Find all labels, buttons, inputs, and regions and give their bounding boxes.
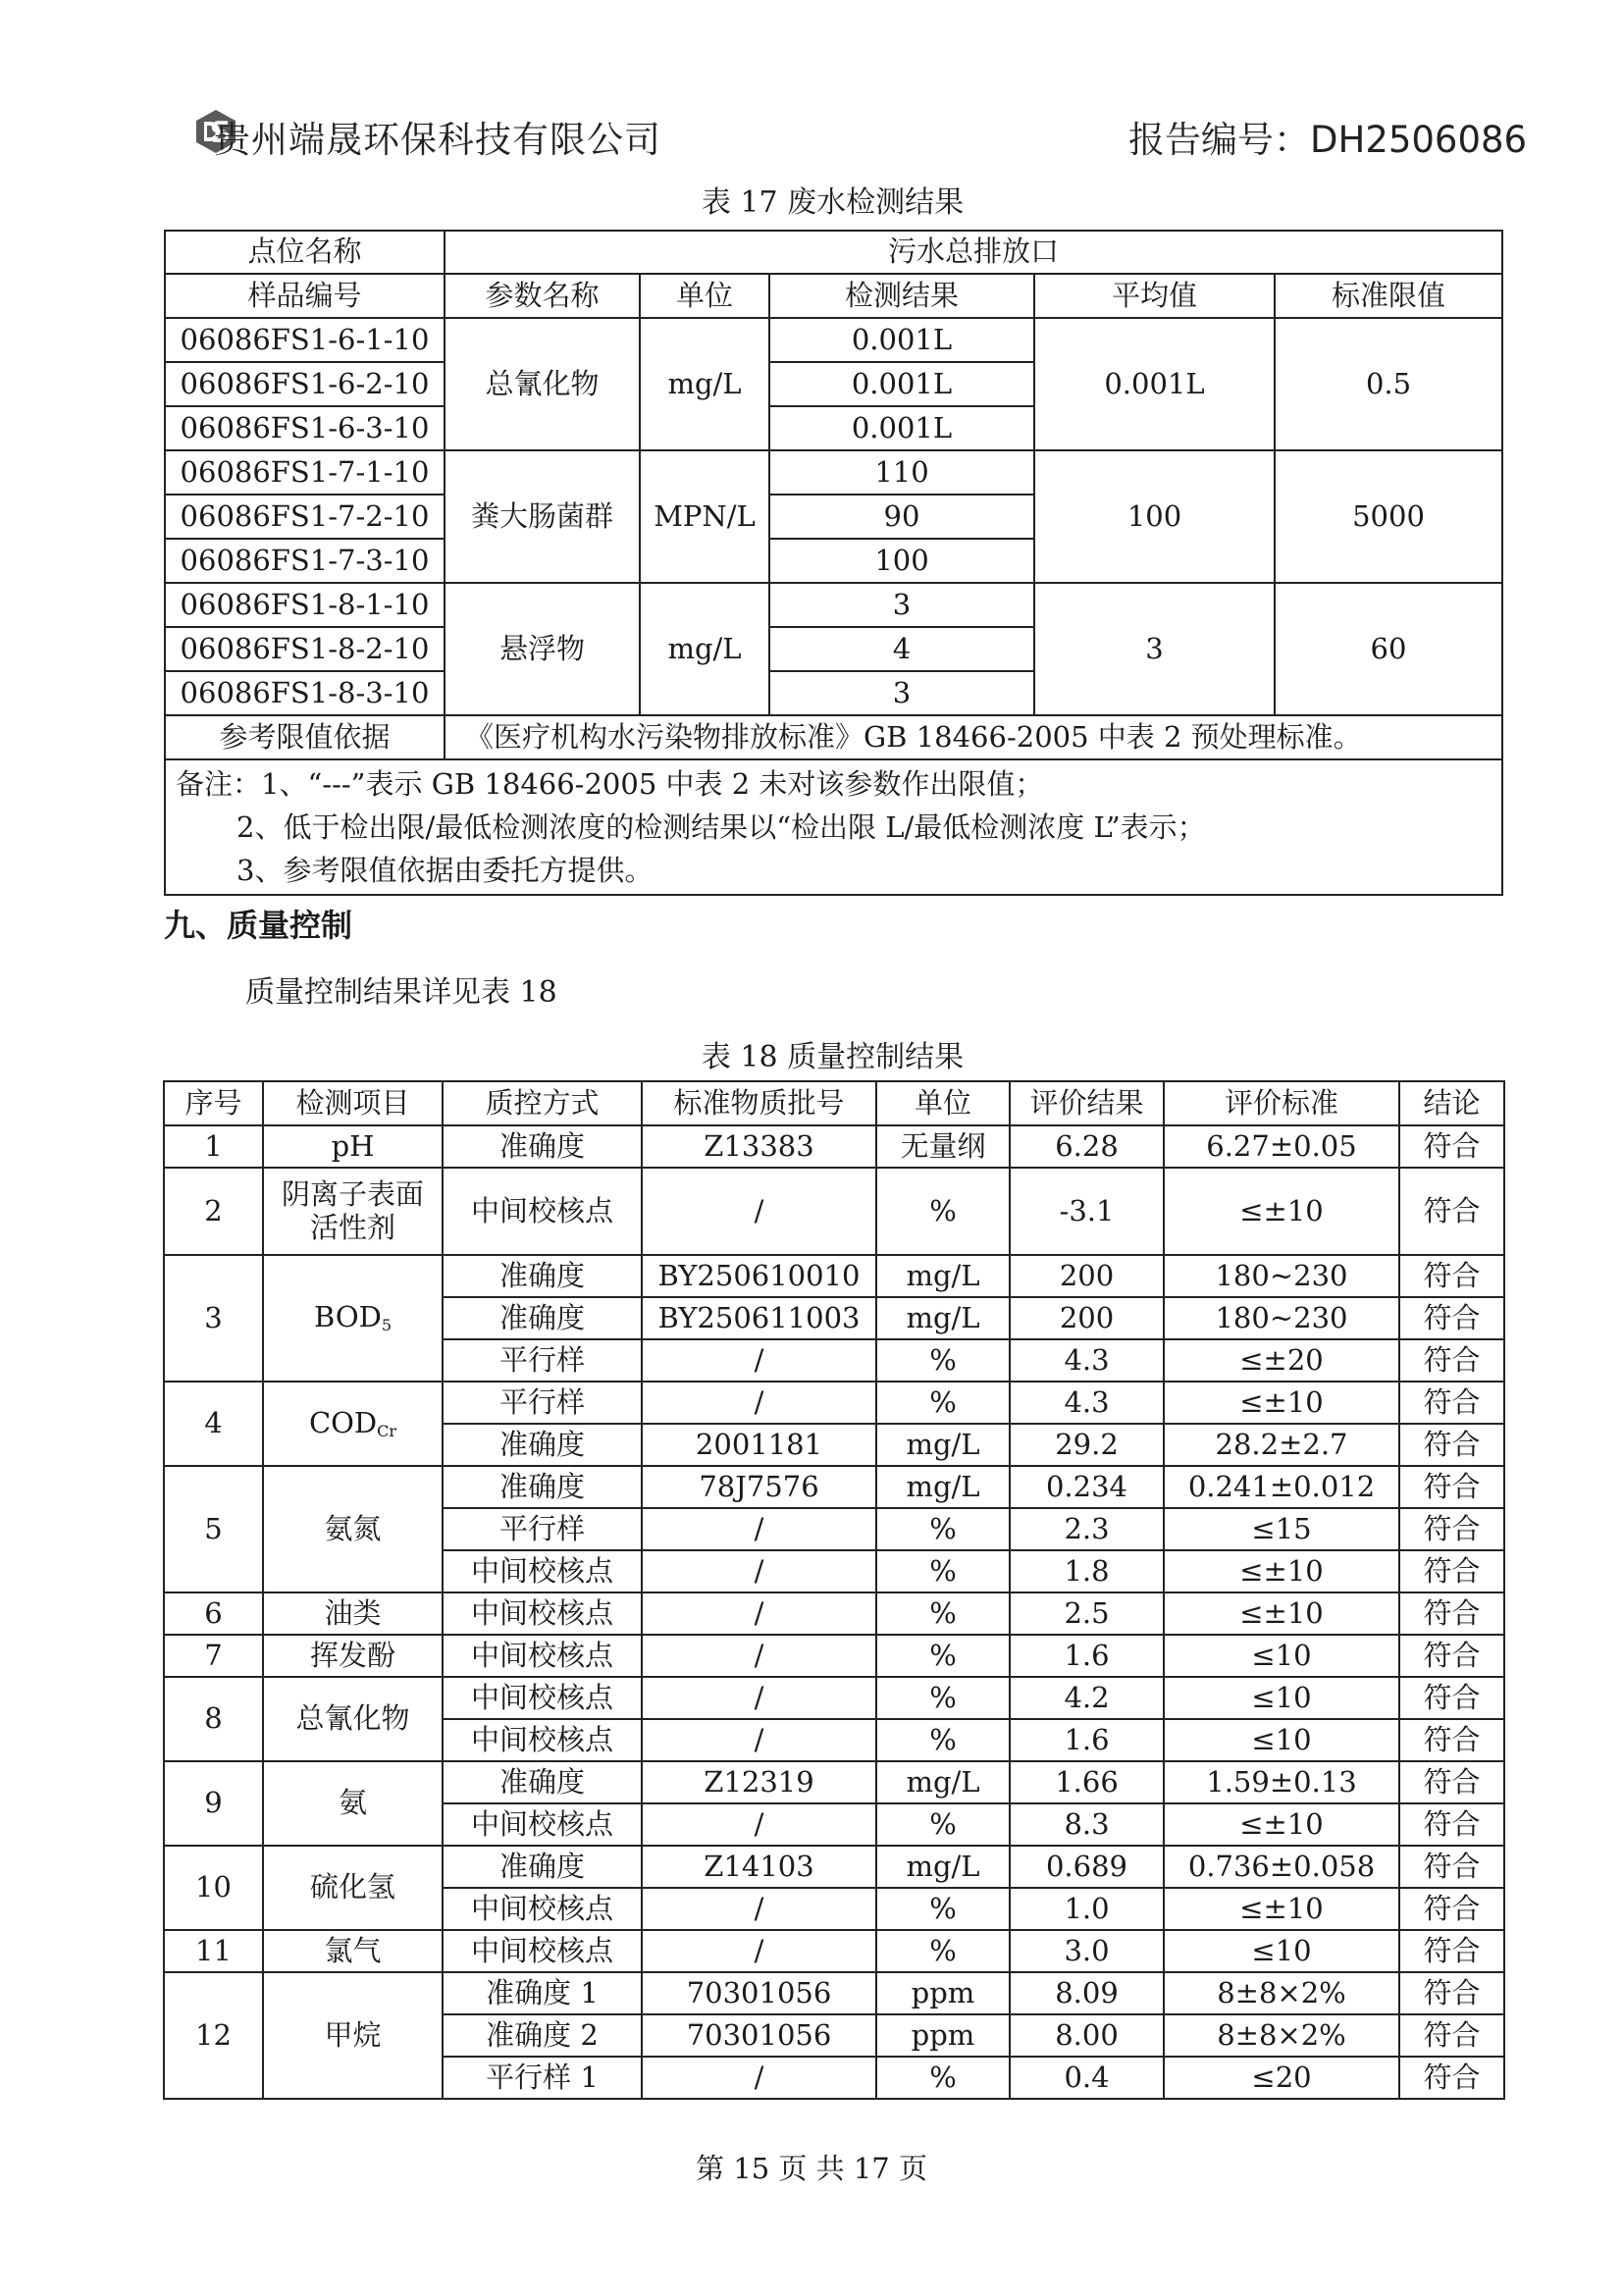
table-row [164, 1930, 1504, 1972]
eval-standard: ≤±10 [1164, 1550, 1399, 1592]
result: 3 [769, 583, 1034, 627]
eval-result: 1.66 [1010, 1761, 1164, 1803]
item-name [263, 1761, 443, 1846]
col-result: 检测结果 [769, 274, 1034, 318]
eval-standard: 180~230 [1164, 1297, 1399, 1339]
conclusion: 符合 [1399, 1382, 1504, 1424]
unit: 无量纲 [876, 1125, 1010, 1168]
eval-result: 4.3 [1010, 1382, 1164, 1424]
average: 3 [1034, 583, 1275, 715]
item-name [263, 1168, 443, 1255]
col-limit: 标准限值 [1275, 274, 1502, 318]
item-number: 7 [164, 1635, 263, 1677]
conclusion: 符合 [1399, 1803, 1504, 1846]
table-row [164, 1677, 1504, 1719]
unit: % [876, 1888, 1010, 1930]
average: 100 [1034, 450, 1275, 583]
table17-caption: 表 17 废水检测结果 [701, 185, 965, 220]
company-name: 贵州端晟环保科技有限公司 [214, 119, 661, 161]
result: 0.001L [769, 318, 1034, 362]
unit: mg/L [876, 1466, 1010, 1508]
point-name-value: 污水总排放口 [445, 231, 1502, 274]
standard-batch: / [642, 1803, 876, 1846]
item-name [263, 1255, 443, 1382]
qc-method: 中间校核点 [443, 1930, 642, 1972]
eval-result: 1.0 [1010, 1888, 1164, 1930]
param-name: 总氰化物 [445, 318, 640, 450]
standard-batch: 78J7576 [642, 1466, 876, 1508]
item-name-subscript: 5 [381, 1316, 393, 1335]
eval-result: 2.3 [1010, 1508, 1164, 1550]
col-param-name: 参数名称 [445, 274, 640, 318]
item-number: 3 [164, 1255, 263, 1382]
conclusion: 符合 [1399, 1677, 1504, 1719]
table-row [164, 1168, 1504, 1255]
standard-batch: / [642, 1382, 876, 1424]
unit: % [876, 2057, 1010, 2099]
eval-result: 1.8 [1010, 1550, 1164, 1592]
unit: % [876, 1550, 1010, 1592]
qc-method: 中间校核点 [443, 1719, 642, 1761]
conclusion: 符合 [1399, 1466, 1504, 1508]
eval-result: -3.1 [1010, 1168, 1164, 1255]
table-row [164, 1846, 1504, 1888]
unit: mg/L [640, 318, 769, 450]
param-name: 悬浮物 [445, 583, 640, 715]
wastewater-results-table [164, 230, 1503, 896]
unit: mg/L [876, 1761, 1010, 1803]
reference-value: 《医疗机构水污染物排放标准》GB 18466-2005 中表 2 预处理标准。 [445, 715, 1502, 759]
item-name [263, 1930, 443, 1972]
eval-standard: ≤10 [1164, 1677, 1399, 1719]
item-name [263, 1125, 443, 1168]
table-row [164, 1125, 1504, 1168]
eval-standard: ≤±10 [1164, 1888, 1399, 1930]
col-sample-id: 样品编号 [165, 274, 445, 318]
conclusion: 符合 [1399, 1508, 1504, 1550]
eval-standard: 28.2±2.7 [1164, 1424, 1399, 1466]
reference-label: 参考限值依据 [165, 715, 445, 759]
table-row [164, 1382, 1504, 1424]
unit: mg/L [876, 1255, 1010, 1297]
item-name-text: 阴离子表面活性剂 [281, 1177, 424, 1244]
conclusion: 符合 [1399, 1846, 1504, 1888]
qc-method: 准确度 [443, 1466, 642, 1508]
sample-id: 06086FS1-6-1-10 [165, 318, 445, 362]
qc-method: 准确度 1 [443, 1972, 642, 2014]
unit: % [876, 1168, 1010, 1255]
eval-result: 1.6 [1010, 1635, 1164, 1677]
conclusion: 符合 [1399, 1168, 1504, 1255]
eval-standard: ≤10 [1164, 1930, 1399, 1972]
unit: % [876, 1339, 1010, 1382]
qc-method: 平行样 1 [443, 2057, 642, 2099]
eval-result: 29.2 [1010, 1424, 1164, 1466]
qc-method: 中间校核点 [443, 1168, 642, 1255]
table-row [164, 1592, 1504, 1635]
item-number: 9 [164, 1761, 263, 1846]
col-unit: 单位 [640, 274, 769, 318]
result: 3 [769, 671, 1034, 715]
eval-standard: 0.241±0.012 [1164, 1466, 1399, 1508]
qc-method: 中间校核点 [443, 1803, 642, 1846]
standard-batch: / [642, 1635, 876, 1677]
reference-row [165, 715, 1502, 759]
standard-batch: / [642, 1719, 876, 1761]
table18-caption: 表 18 质量控制结果 [701, 1040, 965, 1074]
col-method: 质控方式 [443, 1081, 642, 1125]
col-no: 序号 [164, 1081, 263, 1125]
unit: % [876, 1930, 1010, 1972]
item-name [263, 1635, 443, 1677]
note-line: 备注：1、“---”表示 GB 18466-2005 中表 2 未对该参数作出限值； [176, 767, 1044, 801]
col-conclusion: 结论 [1399, 1081, 1504, 1125]
item-name-subscript: Cr [377, 1421, 397, 1440]
sample-id: 06086FS1-6-2-10 [165, 362, 445, 406]
item-number: 5 [164, 1466, 263, 1592]
table-row [164, 1635, 1504, 1677]
qc-method: 准确度 [443, 1297, 642, 1339]
item-name-text: 总氰化物 [295, 1701, 410, 1736]
qc-method: 准确度 [443, 1125, 642, 1168]
item-name-text: 硫化氢 [309, 1870, 395, 1905]
note-line: 3、参考限值依据由委托方提供。 [236, 854, 654, 887]
unit: mg/L [876, 1846, 1010, 1888]
conclusion: 符合 [1399, 1255, 1504, 1297]
sample-id: 06086FS1-7-3-10 [165, 539, 445, 583]
eval-standard: ≤±20 [1164, 1339, 1399, 1382]
unit: ppm [876, 1972, 1010, 2014]
eval-standard: 180~230 [1164, 1255, 1399, 1297]
table-row [164, 1761, 1504, 1803]
table-row [165, 583, 1502, 627]
table17-header-row [165, 274, 1502, 318]
item-name [263, 1846, 443, 1930]
notes-row [165, 759, 1502, 895]
item-name-text: 氯气 [324, 1933, 382, 1967]
standard-batch: / [642, 1550, 876, 1592]
limit: 60 [1275, 583, 1502, 715]
item-name [263, 1466, 443, 1592]
average: 0.001L [1034, 318, 1275, 450]
section-paragraph: 质量控制结果详见表 18 [245, 975, 557, 1010]
eval-result: 2.5 [1010, 1592, 1164, 1635]
conclusion: 符合 [1399, 1297, 1504, 1339]
limit: 0.5 [1275, 318, 1502, 450]
result: 90 [769, 495, 1034, 539]
item-number: 2 [164, 1168, 263, 1255]
standard-batch: Z13383 [642, 1125, 876, 1168]
eval-standard: 8±8×2% [1164, 2014, 1399, 2057]
eval-result: 6.28 [1010, 1125, 1164, 1168]
quality-control-table [163, 1080, 1505, 2100]
standard-batch: / [642, 1339, 876, 1382]
page-number: 第 15 页 共 17 页 [696, 2152, 927, 2185]
unit: % [876, 1592, 1010, 1635]
col-batch: 标准物质批号 [642, 1081, 876, 1125]
unit: % [876, 1635, 1010, 1677]
conclusion: 符合 [1399, 1339, 1504, 1382]
eval-standard: 6.27±0.05 [1164, 1125, 1399, 1168]
eval-result: 0.234 [1010, 1466, 1164, 1508]
qc-method: 中间校核点 [443, 1677, 642, 1719]
qc-method: 准确度 [443, 1255, 642, 1297]
eval-standard: 1.59±0.13 [1164, 1761, 1399, 1803]
standard-batch: BY250610010 [642, 1255, 876, 1297]
standard-batch: / [642, 1930, 876, 1972]
qc-method: 平行样 [443, 1508, 642, 1550]
conclusion: 符合 [1399, 1424, 1504, 1466]
conclusion: 符合 [1399, 1761, 1504, 1803]
eval-result: 200 [1010, 1255, 1164, 1297]
eval-standard: 8±8×2% [1164, 1972, 1399, 2014]
qc-method: 中间校核点 [443, 1550, 642, 1592]
limit: 5000 [1275, 450, 1502, 583]
item-number: 8 [164, 1677, 263, 1761]
conclusion: 符合 [1399, 1592, 1504, 1635]
standard-batch: Z12319 [642, 1761, 876, 1803]
unit: % [876, 1677, 1010, 1719]
result: 0.001L [769, 406, 1034, 450]
unit: MPN/L [640, 450, 769, 583]
standard-batch: BY250611003 [642, 1297, 876, 1339]
result: 100 [769, 539, 1034, 583]
eval-result: 0.689 [1010, 1846, 1164, 1888]
item-number: 12 [164, 1972, 263, 2099]
unit: % [876, 1508, 1010, 1550]
eval-result: 8.09 [1010, 1972, 1164, 2014]
report-number: 报告编号：DH2506086 [1128, 119, 1528, 161]
conclusion: 符合 [1399, 1888, 1504, 1930]
item-name-text: 氨氮 [324, 1511, 382, 1545]
result: 110 [769, 450, 1034, 495]
eval-standard: ≤10 [1164, 1635, 1399, 1677]
eval-result: 1.6 [1010, 1719, 1164, 1761]
col-eval-result: 评价结果 [1010, 1081, 1164, 1125]
eval-result: 4.2 [1010, 1677, 1164, 1719]
sample-id: 06086FS1-7-1-10 [165, 450, 445, 495]
sample-id: 06086FS1-7-2-10 [165, 495, 445, 539]
unit: mg/L [876, 1297, 1010, 1339]
item-number: 6 [164, 1592, 263, 1635]
eval-result: 0.4 [1010, 2057, 1164, 2099]
table-row [164, 1972, 1504, 2014]
standard-batch: 70301056 [642, 2014, 876, 2057]
eval-result: 8.3 [1010, 1803, 1164, 1846]
qc-method: 准确度 [443, 1846, 642, 1888]
item-name [263, 1677, 443, 1761]
result: 0.001L [769, 362, 1034, 406]
result: 4 [769, 627, 1034, 671]
conclusion: 符合 [1399, 1550, 1504, 1592]
eval-result: 4.3 [1010, 1339, 1164, 1382]
item-name [263, 1972, 443, 2099]
eval-result: 200 [1010, 1297, 1164, 1339]
qc-method: 准确度 [443, 1424, 642, 1466]
note-line: 2、低于检出限/最低检测浓度的检测结果以“检出限 L/最低检测浓度 L”表示； [236, 810, 1206, 844]
eval-standard: 0.736±0.058 [1164, 1846, 1399, 1888]
standard-batch: 2001181 [642, 1424, 876, 1466]
qc-method: 中间校核点 [443, 1888, 642, 1930]
conclusion: 符合 [1399, 2014, 1504, 2057]
unit: % [876, 1803, 1010, 1846]
sample-id: 06086FS1-8-2-10 [165, 627, 445, 671]
unit: ppm [876, 2014, 1010, 2057]
unit: mg/L [876, 1424, 1010, 1466]
conclusion: 符合 [1399, 1930, 1504, 1972]
qc-method: 平行样 [443, 1382, 642, 1424]
table-row [164, 1255, 1504, 1297]
qc-method: 平行样 [443, 1339, 642, 1382]
qc-method: 中间校核点 [443, 1635, 642, 1677]
qc-method: 准确度 [443, 1761, 642, 1803]
table-row [165, 318, 1502, 362]
standard-batch: / [642, 2057, 876, 2099]
conclusion: 符合 [1399, 2057, 1504, 2099]
standard-batch: / [642, 1592, 876, 1635]
table-row [165, 450, 1502, 495]
unit: % [876, 1719, 1010, 1761]
item-name-text: BOD [313, 1300, 382, 1334]
conclusion: 符合 [1399, 1125, 1504, 1168]
col-average: 平均值 [1034, 274, 1275, 318]
standard-batch: Z14103 [642, 1846, 876, 1888]
unit: % [876, 1382, 1010, 1424]
eval-standard: ≤±10 [1164, 1803, 1399, 1846]
eval-standard: ≤15 [1164, 1508, 1399, 1550]
standard-batch: / [642, 1888, 876, 1930]
standard-batch: / [642, 1677, 876, 1719]
item-number: 4 [164, 1382, 263, 1466]
item-number: 10 [164, 1846, 263, 1930]
eval-standard: ≤10 [1164, 1719, 1399, 1761]
eval-standard: ≤±10 [1164, 1168, 1399, 1255]
eval-standard: ≤20 [1164, 2057, 1399, 2099]
point-name-label: 点位名称 [165, 231, 445, 274]
item-name-text: 氨 [338, 1786, 367, 1820]
sample-id: 06086FS1-8-1-10 [165, 583, 445, 627]
item-name-text: 挥发酚 [309, 1638, 395, 1672]
param-name: 粪大肠菌群 [445, 450, 640, 583]
eval-standard: ≤±10 [1164, 1592, 1399, 1635]
table-row [164, 1466, 1504, 1508]
eval-result: 3.0 [1010, 1930, 1164, 1972]
qc-method: 准确度 2 [443, 2014, 642, 2057]
table18-header-row [164, 1081, 1504, 1125]
sample-id: 06086FS1-6-3-10 [165, 406, 445, 450]
conclusion: 符合 [1399, 1719, 1504, 1761]
unit: mg/L [640, 583, 769, 715]
conclusion: 符合 [1399, 1635, 1504, 1677]
eval-result: 8.00 [1010, 2014, 1164, 2057]
section-title: 九、质量控制 [164, 907, 353, 944]
standard-batch: / [642, 1508, 876, 1550]
item-name [263, 1592, 443, 1635]
conclusion: 符合 [1399, 1972, 1504, 2014]
col-unit: 单位 [876, 1081, 1010, 1125]
item-name-text: 油类 [324, 1595, 382, 1630]
sample-id: 06086FS1-8-3-10 [165, 671, 445, 715]
qc-method: 中间校核点 [443, 1592, 642, 1635]
item-name [263, 1382, 443, 1466]
item-name-text: 甲烷 [324, 2017, 382, 2052]
standard-batch: / [642, 1168, 876, 1255]
eval-standard: ≤±10 [1164, 1382, 1399, 1424]
col-eval-standard: 评价标准 [1164, 1081, 1399, 1125]
notes-cell [165, 759, 1502, 895]
item-number: 11 [164, 1930, 263, 1972]
col-item: 检测项目 [263, 1081, 443, 1125]
item-name-text: pH [331, 1128, 375, 1163]
item-name-text: COD [308, 1405, 378, 1439]
standard-batch: 70301056 [642, 1972, 876, 2014]
item-number: 1 [164, 1125, 263, 1168]
